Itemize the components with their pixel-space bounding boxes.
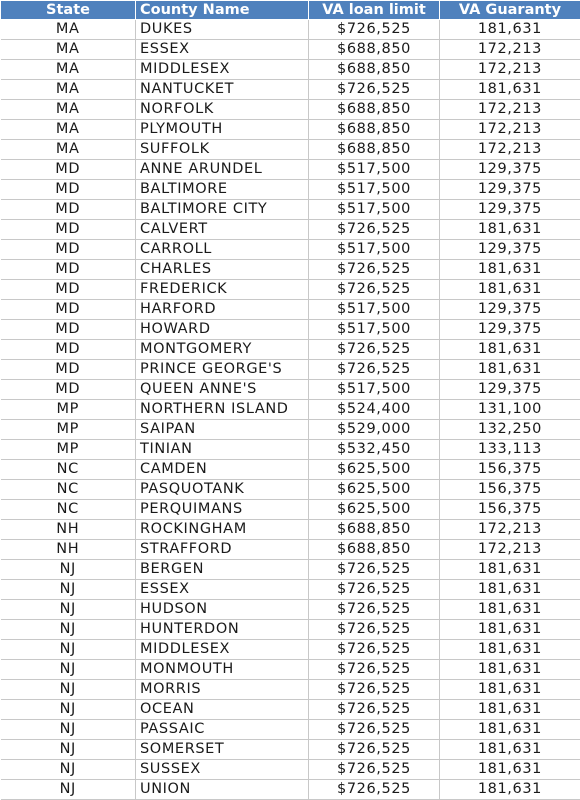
- county-cell: ROCKINGHAM: [136, 520, 309, 540]
- table-row: [1, 580, 580, 600]
- guaranty-cell: 129,375: [440, 320, 580, 340]
- county-cell: SUFFOLK: [136, 140, 309, 160]
- guaranty-cell: 181,631: [440, 680, 580, 700]
- loan-limit-cell: $726,525: [309, 260, 440, 280]
- loan-limit-cell: $688,850: [309, 100, 440, 120]
- guaranty-cell: 156,375: [440, 460, 580, 480]
- loan-limit-cell: $726,525: [309, 640, 440, 660]
- county-cell: BALTIMORE: [136, 180, 309, 200]
- county-cell: PRINCE GEORGE'S: [136, 360, 309, 380]
- table-row: [1, 660, 580, 680]
- state-cell: NJ: [1, 620, 136, 640]
- table-row: [1, 60, 580, 80]
- guaranty-cell: 181,631: [440, 580, 580, 600]
- guaranty-cell: 172,213: [440, 540, 580, 560]
- loan-limit-cell: $688,850: [309, 140, 440, 160]
- loan-limit-cell: $517,500: [309, 160, 440, 180]
- state-cell: NJ: [1, 760, 136, 780]
- guaranty-cell: 181,631: [440, 220, 580, 240]
- county-cell: SAIPAN: [136, 420, 309, 440]
- state-cell: NJ: [1, 700, 136, 720]
- table-row: [1, 180, 580, 200]
- county-cell: BALTIMORE CITY: [136, 200, 309, 220]
- loan-limit-cell: $726,525: [309, 280, 440, 300]
- table-row: [1, 20, 580, 40]
- state-cell: MD: [1, 300, 136, 320]
- table-row: [1, 480, 580, 500]
- loan-limit-cell: $726,525: [309, 780, 440, 800]
- county-cell: CHARLES: [136, 260, 309, 280]
- guaranty-cell: 181,631: [440, 620, 580, 640]
- state-cell: NC: [1, 500, 136, 520]
- guaranty-cell: 172,213: [440, 100, 580, 120]
- guaranty-cell: 181,631: [440, 360, 580, 380]
- loan-limit-cell: $517,500: [309, 380, 440, 400]
- guaranty-cell: 181,631: [440, 560, 580, 580]
- guaranty-cell: 181,631: [440, 260, 580, 280]
- state-cell: MD: [1, 160, 136, 180]
- table-row: [1, 100, 580, 120]
- guaranty-cell: 129,375: [440, 180, 580, 200]
- county-cell: UNION: [136, 780, 309, 800]
- loan-limit-cell: $726,525: [309, 560, 440, 580]
- guaranty-cell: 181,631: [440, 340, 580, 360]
- table-row: [1, 500, 580, 520]
- county-cell: MONTGOMERY: [136, 340, 309, 360]
- state-cell: MD: [1, 280, 136, 300]
- county-cell: MORRIS: [136, 680, 309, 700]
- header-county-name: County Name: [136, 1, 309, 20]
- state-cell: MA: [1, 60, 136, 80]
- state-cell: NJ: [1, 640, 136, 660]
- table-row: [1, 640, 580, 660]
- county-cell: PASQUOTANK: [136, 480, 309, 500]
- county-cell: ESSEX: [136, 580, 309, 600]
- guaranty-cell: 181,631: [440, 740, 580, 760]
- loan-limit-cell: $726,525: [309, 720, 440, 740]
- guaranty-cell: 129,375: [440, 300, 580, 320]
- loan-limit-cell: $726,525: [309, 580, 440, 600]
- state-cell: MD: [1, 180, 136, 200]
- county-cell: SOMERSET: [136, 740, 309, 760]
- county-cell: HUDSON: [136, 600, 309, 620]
- loan-limit-cell: $688,850: [309, 540, 440, 560]
- table-row: [1, 540, 580, 560]
- guaranty-cell: 156,375: [440, 480, 580, 500]
- table-row: [1, 400, 580, 420]
- guaranty-cell: 181,631: [440, 760, 580, 780]
- table-row: [1, 420, 580, 440]
- table-row: [1, 240, 580, 260]
- loan-limit-cell: $726,525: [309, 80, 440, 100]
- loan-limit-cell: $726,525: [309, 340, 440, 360]
- loan-limit-cell: $726,525: [309, 600, 440, 620]
- state-cell: MA: [1, 40, 136, 60]
- county-cell: MIDDLESEX: [136, 640, 309, 660]
- guaranty-cell: 172,213: [440, 60, 580, 80]
- guaranty-cell: 181,631: [440, 20, 580, 40]
- state-cell: NJ: [1, 680, 136, 700]
- header-va-loan-limit: VA loan limit: [309, 1, 440, 20]
- county-cell: NORTHERN ISLAND: [136, 400, 309, 420]
- county-cell: NORFOLK: [136, 100, 309, 120]
- loan-limit-cell: $625,500: [309, 480, 440, 500]
- state-cell: NJ: [1, 660, 136, 680]
- guaranty-cell: 172,213: [440, 40, 580, 60]
- state-cell: NJ: [1, 580, 136, 600]
- county-cell: MONMOUTH: [136, 660, 309, 680]
- loan-limit-cell: $726,525: [309, 360, 440, 380]
- county-cell: ESSEX: [136, 40, 309, 60]
- loan-limit-cell: $726,525: [309, 220, 440, 240]
- county-cell: ANNE ARUNDEL: [136, 160, 309, 180]
- state-cell: MD: [1, 260, 136, 280]
- loan-limit-cell: $688,850: [309, 40, 440, 60]
- loan-limit-cell: $517,500: [309, 180, 440, 200]
- county-cell: CAMDEN: [136, 460, 309, 480]
- table-row: [1, 340, 580, 360]
- state-cell: MD: [1, 240, 136, 260]
- table-row: [1, 120, 580, 140]
- county-cell: PLYMOUTH: [136, 120, 309, 140]
- county-cell: STRAFFORD: [136, 540, 309, 560]
- county-cell: CARROLL: [136, 240, 309, 260]
- table-row: [1, 760, 580, 780]
- guaranty-cell: 129,375: [440, 160, 580, 180]
- guaranty-cell: 156,375: [440, 500, 580, 520]
- guaranty-cell: 181,631: [440, 720, 580, 740]
- loan-limit-cell: $517,500: [309, 200, 440, 220]
- state-cell: MA: [1, 100, 136, 120]
- loan-limit-cell: $625,500: [309, 460, 440, 480]
- state-cell: NJ: [1, 720, 136, 740]
- table-row: [1, 720, 580, 740]
- county-cell: FREDERICK: [136, 280, 309, 300]
- table-row: [1, 320, 580, 340]
- county-cell: PERQUIMANS: [136, 500, 309, 520]
- state-cell: MA: [1, 80, 136, 100]
- county-cell: BERGEN: [136, 560, 309, 580]
- table-row: [1, 700, 580, 720]
- guaranty-cell: 129,375: [440, 240, 580, 260]
- county-cell: HARFORD: [136, 300, 309, 320]
- county-cell: MIDDLESEX: [136, 60, 309, 80]
- table-body: [1, 20, 580, 800]
- guaranty-cell: 181,631: [440, 80, 580, 100]
- table-row: [1, 360, 580, 380]
- table-row: [1, 260, 580, 280]
- loan-limit-cell: $726,525: [309, 20, 440, 40]
- loan-limit-cell: $688,850: [309, 120, 440, 140]
- county-cell: HOWARD: [136, 320, 309, 340]
- state-cell: MA: [1, 120, 136, 140]
- loan-limit-cell: $726,525: [309, 660, 440, 680]
- county-cell: SUSSEX: [136, 760, 309, 780]
- header-row: [1, 1, 580, 20]
- county-cell: NANTUCKET: [136, 80, 309, 100]
- state-cell: MD: [1, 200, 136, 220]
- table-row: [1, 440, 580, 460]
- table-row: [1, 680, 580, 700]
- table-row: [1, 520, 580, 540]
- state-cell: MP: [1, 440, 136, 460]
- guaranty-cell: 133,113: [440, 440, 580, 460]
- table-row: [1, 560, 580, 580]
- state-cell: NJ: [1, 560, 136, 580]
- loan-limit-cell: $524,400: [309, 400, 440, 420]
- loan-limit-cell: $726,525: [309, 740, 440, 760]
- county-cell: QUEEN ANNE'S: [136, 380, 309, 400]
- guaranty-cell: 181,631: [440, 640, 580, 660]
- state-cell: MP: [1, 420, 136, 440]
- table-row: [1, 80, 580, 100]
- loan-limit-cell: $517,500: [309, 320, 440, 340]
- table-row: [1, 740, 580, 760]
- state-cell: MA: [1, 20, 136, 40]
- table-row: [1, 380, 580, 400]
- guaranty-cell: 131,100: [440, 400, 580, 420]
- table-row: [1, 460, 580, 480]
- state-cell: MP: [1, 400, 136, 420]
- guaranty-cell: 172,213: [440, 120, 580, 140]
- table-row: [1, 300, 580, 320]
- loan-limit-cell: $726,525: [309, 620, 440, 640]
- county-cell: TINIAN: [136, 440, 309, 460]
- state-cell: NH: [1, 540, 136, 560]
- header-state: State: [1, 1, 136, 20]
- state-cell: NC: [1, 460, 136, 480]
- guaranty-cell: 129,375: [440, 380, 580, 400]
- loan-limit-cell: $726,525: [309, 680, 440, 700]
- loan-limit-cell: $517,500: [309, 300, 440, 320]
- guaranty-cell: 181,631: [440, 700, 580, 720]
- table-row: [1, 600, 580, 620]
- county-cell: DUKES: [136, 20, 309, 40]
- state-cell: NJ: [1, 740, 136, 760]
- table-row: [1, 200, 580, 220]
- state-cell: NJ: [1, 780, 136, 800]
- loan-limit-cell: $726,525: [309, 700, 440, 720]
- state-cell: MD: [1, 320, 136, 340]
- loan-limit-cell: $517,500: [309, 240, 440, 260]
- state-cell: MD: [1, 220, 136, 240]
- guaranty-cell: 172,213: [440, 520, 580, 540]
- county-cell: HUNTERDON: [136, 620, 309, 640]
- county-cell: CALVERT: [136, 220, 309, 240]
- table-row: [1, 620, 580, 640]
- guaranty-cell: 181,631: [440, 600, 580, 620]
- table-row: [1, 40, 580, 60]
- guaranty-cell: 181,631: [440, 780, 580, 800]
- state-cell: NH: [1, 520, 136, 540]
- state-cell: NJ: [1, 600, 136, 620]
- guaranty-cell: 132,250: [440, 420, 580, 440]
- table-row: [1, 280, 580, 300]
- table-row: [1, 160, 580, 180]
- loan-limit-cell: $625,500: [309, 500, 440, 520]
- state-cell: MD: [1, 380, 136, 400]
- table-row: [1, 780, 580, 800]
- loan-limit-cell: $688,850: [309, 60, 440, 80]
- header-va-guaranty: VA Guaranty: [440, 1, 580, 20]
- guaranty-cell: 181,631: [440, 660, 580, 680]
- state-cell: MA: [1, 140, 136, 160]
- loan-limit-cell: $688,850: [309, 520, 440, 540]
- county-cell: PASSAIC: [136, 720, 309, 740]
- loan-limit-cell: $726,525: [309, 760, 440, 780]
- guaranty-cell: 172,213: [440, 140, 580, 160]
- table-row: [1, 220, 580, 240]
- loan-limit-cell: $529,000: [309, 420, 440, 440]
- state-cell: MD: [1, 340, 136, 360]
- guaranty-cell: 129,375: [440, 200, 580, 220]
- state-cell: MD: [1, 360, 136, 380]
- state-cell: NC: [1, 480, 136, 500]
- county-cell: OCEAN: [136, 700, 309, 720]
- table-row: [1, 140, 580, 160]
- guaranty-cell: 181,631: [440, 280, 580, 300]
- loan-limit-cell: $532,450: [309, 440, 440, 460]
